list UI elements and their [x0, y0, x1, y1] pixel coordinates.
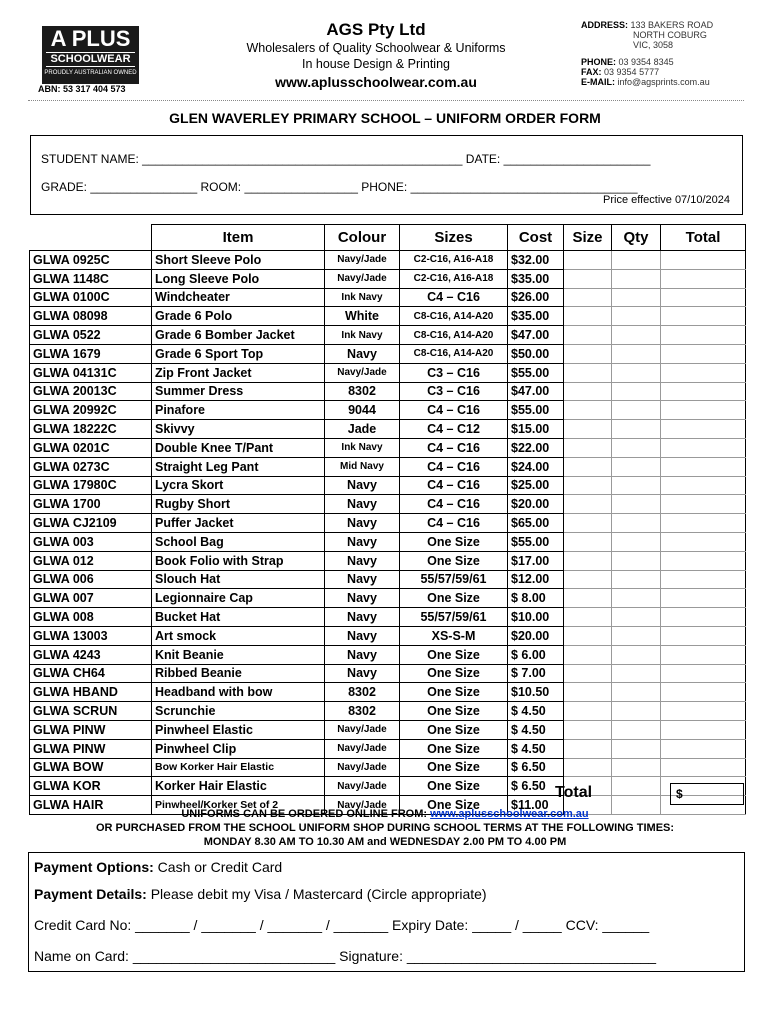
- qty-input[interactable]: [612, 251, 661, 270]
- line-total-input[interactable]: [661, 589, 746, 608]
- cost-cell: $47.00: [508, 326, 564, 345]
- sizes-cell: C2-C16, A16-A18: [400, 251, 508, 270]
- table-row: [30, 739, 746, 758]
- colour-cell: Navy/Jade: [325, 758, 400, 777]
- qty-input[interactable]: [612, 551, 661, 570]
- table-row: [30, 307, 746, 326]
- size-input[interactable]: [564, 251, 612, 270]
- table-row: [30, 608, 746, 627]
- size-input[interactable]: [564, 288, 612, 307]
- code-cell: GLWA PINW: [30, 720, 152, 739]
- colour-cell: Navy: [325, 570, 400, 589]
- colour-cell: Navy/Jade: [325, 777, 400, 796]
- line-total-input[interactable]: [661, 495, 746, 514]
- colour-cell: Navy: [325, 645, 400, 664]
- code-cell: GLWA CJ2109: [30, 514, 152, 533]
- size-input[interactable]: [564, 401, 612, 420]
- item-cell: Korker Hair Elastic: [152, 777, 325, 796]
- code-cell: GLWA 17980C: [30, 476, 152, 495]
- colour-cell: Ink Navy: [325, 438, 400, 457]
- size-input[interactable]: [564, 551, 612, 570]
- code-cell: GLWA 0925C: [30, 251, 152, 270]
- line-total-input[interactable]: [661, 457, 746, 476]
- table-row: [30, 269, 746, 288]
- qty-input[interactable]: [612, 532, 661, 551]
- cost-cell: $25.00: [508, 476, 564, 495]
- ordering-notes: UNIFORMS CAN BE ORDERED ONLINE FROM: www.aplusschoolwear.com.au OR PURCHASED FROM THE SCHOOL UNIFORM SHOP DURING SCHOOL TERMS AT THE FOLLOWING TIMES: MONDAY 8.30 AM TO 10.30 AM and WEDNESDAY 2.00 PM TO 4.00 PM: [95, 808, 675, 848]
- tagline-2: In house Design & Printing: [301, 57, 450, 71]
- colour-cell: Navy: [325, 608, 400, 627]
- item-cell: Knit Beanie: [152, 645, 325, 664]
- colour-cell: Navy/Jade: [325, 251, 400, 270]
- line-total-input[interactable]: [661, 570, 746, 589]
- table-header-row: [30, 225, 746, 251]
- table-row: [30, 420, 746, 439]
- item-cell: Double Knee T/Pant: [152, 438, 325, 457]
- table-row: [30, 551, 746, 570]
- table-row: [30, 514, 746, 533]
- qty-input[interactable]: [612, 514, 661, 533]
- sizes-cell: One Size: [400, 796, 508, 815]
- cost-cell: $ 6.00: [508, 645, 564, 664]
- table-row: [30, 664, 746, 683]
- table-row: [30, 288, 746, 307]
- sizes-cell: C4 – C16: [400, 401, 508, 420]
- qty-input[interactable]: [612, 438, 661, 457]
- code-cell: GLWA 0522: [30, 326, 152, 345]
- line-total-input[interactable]: [661, 626, 746, 645]
- qty-input[interactable]: [612, 269, 661, 288]
- size-input[interactable]: [564, 326, 612, 345]
- sizes-cell: One Size: [400, 777, 508, 796]
- cost-cell: $20.00: [508, 626, 564, 645]
- cost-cell: $ 4.50: [508, 739, 564, 758]
- size-input[interactable]: [564, 589, 612, 608]
- table-row: [30, 720, 746, 739]
- item-cell: Pinwheel/Korker Set of 2: [152, 796, 325, 815]
- sizes-cell: C4 – C16: [400, 476, 508, 495]
- line-total-input[interactable]: [661, 720, 746, 739]
- colour-cell: Navy/Jade: [325, 363, 400, 382]
- code-cell: GLWA 008: [30, 608, 152, 627]
- line-total-input[interactable]: [661, 363, 746, 382]
- line-total-input[interactable]: [661, 438, 746, 457]
- sizes-cell: XS-S-M: [400, 626, 508, 645]
- table-row: [30, 476, 746, 495]
- company-name: AGS Pty Ltd: [326, 20, 426, 39]
- cost-cell: $26.00: [508, 288, 564, 307]
- line-total-input[interactable]: [661, 702, 746, 721]
- cost-cell: $12.00: [508, 570, 564, 589]
- qty-input[interactable]: [612, 570, 661, 589]
- line-total-input[interactable]: [661, 307, 746, 326]
- size-input[interactable]: [564, 495, 612, 514]
- cost-cell: $17.00: [508, 551, 564, 570]
- code-cell: GLWA PINW: [30, 739, 152, 758]
- qty-input[interactable]: [612, 589, 661, 608]
- colour-cell: Navy: [325, 589, 400, 608]
- qty-input[interactable]: [612, 457, 661, 476]
- cost-cell: $11.00: [508, 796, 564, 815]
- code-cell: GLWA 0273C: [30, 457, 152, 476]
- line-total-input[interactable]: [661, 326, 746, 345]
- sizes-cell: One Size: [400, 589, 508, 608]
- company-info: [206, 20, 546, 92]
- colour-cell: Navy/Jade: [325, 796, 400, 815]
- sizes-cell: One Size: [400, 551, 508, 570]
- cost-cell: $35.00: [508, 269, 564, 288]
- line-total-input[interactable]: [661, 758, 746, 777]
- size-input[interactable]: [564, 382, 612, 401]
- table-row: [30, 326, 746, 345]
- qty-input[interactable]: [612, 683, 661, 702]
- sizes-cell: C8-C16, A14-A20: [400, 344, 508, 363]
- sizes-cell: One Size: [400, 758, 508, 777]
- abn-number: ABN: 53 317 404 573: [38, 84, 126, 94]
- line-total-input[interactable]: [661, 532, 746, 551]
- website-text: www.aplusschoolwear.com.au: [275, 74, 477, 90]
- item-cell: Grade 6 Polo: [152, 307, 325, 326]
- code-cell: GLWA 1679: [30, 344, 152, 363]
- qty-input[interactable]: [612, 288, 661, 307]
- cost-cell: $ 6.50: [508, 777, 564, 796]
- line-total-input[interactable]: [661, 344, 746, 363]
- size-input[interactable]: [564, 344, 612, 363]
- table-row: [30, 532, 746, 551]
- size-input[interactable]: [564, 702, 612, 721]
- code-cell: GLWA 13003: [30, 626, 152, 645]
- price-effective: Price effective 07/10/2024: [603, 194, 730, 206]
- qty-input[interactable]: [612, 626, 661, 645]
- size-input[interactable]: [564, 739, 612, 758]
- code-cell: GLWA 0100C: [30, 288, 152, 307]
- item-cell: Headband with bow: [152, 683, 325, 702]
- code-cell: GLWA 20992C: [30, 401, 152, 420]
- cost-cell: $35.00: [508, 307, 564, 326]
- colour-cell: 9044: [325, 401, 400, 420]
- qty-input[interactable]: [612, 420, 661, 439]
- code-cell: GLWA 18222C: [30, 420, 152, 439]
- cost-cell: $55.00: [508, 363, 564, 382]
- code-cell: GLWA 20013C: [30, 382, 152, 401]
- code-cell: GLWA 04131C: [30, 363, 152, 382]
- sizes-cell: C4 – C16: [400, 288, 508, 307]
- item-cell: Pinwheel Clip: [152, 739, 325, 758]
- line-total-input[interactable]: [661, 514, 746, 533]
- sizes-cell: One Size: [400, 702, 508, 721]
- colour-cell: 8302: [325, 702, 400, 721]
- item-cell: Pinafore: [152, 401, 325, 420]
- colour-cell: Navy/Jade: [325, 720, 400, 739]
- qty-input[interactable]: [612, 326, 661, 345]
- code-cell: GLWA SCRUN: [30, 702, 152, 721]
- qty-input[interactable]: [612, 720, 661, 739]
- item-cell: Zip Front Jacket: [152, 363, 325, 382]
- table-row: [30, 570, 746, 589]
- code-cell: GLWA 003: [30, 532, 152, 551]
- cost-cell: $47.00: [508, 382, 564, 401]
- size-input[interactable]: [564, 269, 612, 288]
- code-cell: GLWA 1148C: [30, 269, 152, 288]
- size-input[interactable]: [564, 457, 612, 476]
- item-cell: Skivvy: [152, 420, 325, 439]
- letterhead: [28, 14, 744, 101]
- student-name-date-row[interactable]: STUDENT NAME: ________________________________________________ DATE: ______________________: [41, 152, 651, 166]
- sizes-cell: 55/57/59/61: [400, 608, 508, 627]
- tagline-1: Wholesalers of Quality Schoolwear & Uniforms: [246, 41, 506, 55]
- item-cell: Short Sleeve Polo: [152, 251, 325, 270]
- table-row: [30, 457, 746, 476]
- code-cell: GLWA 08098: [30, 307, 152, 326]
- cost-cell: $ 7.00: [508, 664, 564, 683]
- sizes-cell: 55/57/59/61: [400, 570, 508, 589]
- cost-cell: $ 8.00: [508, 589, 564, 608]
- sizes-cell: C3 – C16: [400, 363, 508, 382]
- item-cell: Bow Korker Hair Elastic: [152, 758, 325, 777]
- name-signature-line[interactable]: Name on Card: __________________________ Signature: ________________________________: [34, 948, 657, 964]
- total-amount-field[interactable]: $: [670, 783, 744, 805]
- item-cell: Art smock: [152, 626, 325, 645]
- size-input[interactable]: [564, 514, 612, 533]
- code-cell: GLWA 012: [30, 551, 152, 570]
- code-cell: GLWA 4243: [30, 645, 152, 664]
- qty-input[interactable]: [612, 777, 661, 796]
- col-header-cost: Cost: [508, 225, 564, 251]
- qty-input[interactable]: [612, 608, 661, 627]
- sizes-cell: C4 – C16: [400, 495, 508, 514]
- line-total-input[interactable]: [661, 608, 746, 627]
- cost-cell: $55.00: [508, 401, 564, 420]
- cost-cell: $ 4.50: [508, 702, 564, 721]
- code-cell: GLWA BOW: [30, 758, 152, 777]
- col-header-size: Size: [564, 225, 612, 251]
- qty-input[interactable]: [612, 495, 661, 514]
- cost-cell: $10.00: [508, 608, 564, 627]
- code-cell: GLWA 006: [30, 570, 152, 589]
- qty-input[interactable]: [612, 758, 661, 777]
- code-cell: GLWA HAIR: [30, 796, 152, 815]
- table-row: [30, 758, 746, 777]
- item-cell: Windcheater: [152, 288, 325, 307]
- size-input[interactable]: [564, 608, 612, 627]
- size-input[interactable]: [564, 683, 612, 702]
- colour-cell: White: [325, 307, 400, 326]
- line-total-input[interactable]: [661, 476, 746, 495]
- item-cell: Pinwheel Elastic: [152, 720, 325, 739]
- colour-cell: Navy: [325, 514, 400, 533]
- qty-input[interactable]: [612, 307, 661, 326]
- qty-input[interactable]: [612, 702, 661, 721]
- code-cell: GLWA 0201C: [30, 438, 152, 457]
- sizes-cell: One Size: [400, 683, 508, 702]
- table-row: [30, 645, 746, 664]
- sizes-cell: One Size: [400, 720, 508, 739]
- code-cell: GLWA CH64: [30, 664, 152, 683]
- size-input[interactable]: [564, 307, 612, 326]
- qty-input[interactable]: [612, 382, 661, 401]
- item-cell: Long Sleeve Polo: [152, 269, 325, 288]
- item-cell: Straight Leg Pant: [152, 457, 325, 476]
- sizes-cell: C4 – C16: [400, 514, 508, 533]
- item-cell: Bucket Hat: [152, 608, 325, 627]
- cost-cell: $65.00: [508, 514, 564, 533]
- colour-cell: Navy: [325, 551, 400, 570]
- item-cell: Slouch Hat: [152, 570, 325, 589]
- sizes-cell: C8-C16, A14-A20: [400, 326, 508, 345]
- item-cell: Puffer Jacket: [152, 514, 325, 533]
- cost-cell: $10.50: [508, 683, 564, 702]
- item-cell: Summer Dress: [152, 382, 325, 401]
- cost-cell: $15.00: [508, 420, 564, 439]
- colour-cell: Navy: [325, 476, 400, 495]
- col-header-sizes: Sizes: [400, 225, 508, 251]
- colour-cell: Ink Navy: [325, 326, 400, 345]
- sizes-cell: C2-C16, A16-A18: [400, 269, 508, 288]
- sizes-cell: One Size: [400, 739, 508, 758]
- table-row: [30, 382, 746, 401]
- item-cell: Scrunchie: [152, 702, 325, 721]
- table-row: [30, 702, 746, 721]
- size-input[interactable]: [564, 570, 612, 589]
- cost-cell: $ 4.50: [508, 720, 564, 739]
- qty-input[interactable]: [612, 739, 661, 758]
- item-cell: Grade 6 Bomber Jacket: [152, 326, 325, 345]
- table-row: [30, 626, 746, 645]
- line-total-input[interactable]: [661, 645, 746, 664]
- col-header-total: Total: [661, 225, 746, 251]
- line-total-input[interactable]: [661, 420, 746, 439]
- colour-cell: Jade: [325, 420, 400, 439]
- size-input[interactable]: [564, 720, 612, 739]
- cost-cell: $24.00: [508, 457, 564, 476]
- table-row: [30, 495, 746, 514]
- qty-input[interactable]: [612, 363, 661, 382]
- colour-cell: 8302: [325, 382, 400, 401]
- colour-cell: Navy: [325, 532, 400, 551]
- cost-cell: $50.00: [508, 344, 564, 363]
- size-input[interactable]: [564, 758, 612, 777]
- item-cell: Book Folio with Strap: [152, 551, 325, 570]
- code-cell: GLWA HBAND: [30, 683, 152, 702]
- qty-input[interactable]: [612, 664, 661, 683]
- grade-room-phone-row[interactable]: GRADE: ________________ ROOM: _________________ PHONE: __________________________________: [41, 180, 638, 194]
- order-table: [29, 224, 746, 815]
- sizes-cell: C8-C16, A14-A20: [400, 307, 508, 326]
- line-total-input[interactable]: [661, 288, 746, 307]
- cost-cell: $20.00: [508, 495, 564, 514]
- line-total-input[interactable]: [661, 551, 746, 570]
- size-input[interactable]: [564, 438, 612, 457]
- table-row: [30, 777, 746, 796]
- qty-input[interactable]: [612, 401, 661, 420]
- size-input[interactable]: [564, 476, 612, 495]
- colour-cell: 8302: [325, 683, 400, 702]
- size-input[interactable]: [564, 645, 612, 664]
- colour-cell: Navy: [325, 626, 400, 645]
- col-header-item: Item: [152, 225, 325, 251]
- payment-box: Payment Options: Cash or Credit Card Payment Details: Please debit my Visa / Mastercard (Circle appropriate) Credit Card No: _______ / _______ / _______ / _______ Expiry Date: _____ / _____ CCV: ______ Name on Card: __________________________ Signature: ________________________________: [28, 852, 745, 972]
- line-total-input[interactable]: [661, 401, 746, 420]
- size-input[interactable]: [564, 363, 612, 382]
- table-row: [30, 401, 746, 420]
- cost-cell: $ 6.50: [508, 758, 564, 777]
- size-input[interactable]: [564, 664, 612, 683]
- col-header-colour: Colour: [325, 225, 400, 251]
- cost-cell: $55.00: [508, 532, 564, 551]
- sizes-cell: One Size: [400, 645, 508, 664]
- contact-block: ADDRESS: 133 BAKERS ROAD NORTH COBURG VIC, 3058 PHONE: 03 9354 8345 FAX: 03 9354 5777 E-MAIL: info@agsprints.com.au: [581, 20, 714, 87]
- colour-cell: Navy: [325, 344, 400, 363]
- table-row: [30, 589, 746, 608]
- total-label: Total: [555, 784, 593, 801]
- colour-cell: Mid Navy: [325, 457, 400, 476]
- website-link[interactable]: www.aplusschoolwear.com.au: [430, 808, 589, 820]
- col-header-qty: Qty: [612, 225, 661, 251]
- cost-cell: $22.00: [508, 438, 564, 457]
- item-cell: Legionnaire Cap: [152, 589, 325, 608]
- code-cell: GLWA KOR: [30, 777, 152, 796]
- student-details-box: [30, 135, 743, 215]
- item-cell: Ribbed Beanie: [152, 664, 325, 683]
- line-total-input[interactable]: [661, 269, 746, 288]
- code-cell: GLWA 007: [30, 589, 152, 608]
- table-row: [30, 344, 746, 363]
- line-total-input[interactable]: [661, 251, 746, 270]
- colour-cell: Navy/Jade: [325, 269, 400, 288]
- line-total-input[interactable]: [661, 382, 746, 401]
- qty-input[interactable]: [612, 344, 661, 363]
- line-total-input[interactable]: [661, 739, 746, 758]
- code-cell: GLWA 1700: [30, 495, 152, 514]
- table-row: [30, 363, 746, 382]
- colour-cell: Navy/Jade: [325, 739, 400, 758]
- form-title: GLEN WAVERLEY PRIMARY SCHOOL – UNIFORM ORDER FORM: [169, 110, 601, 126]
- size-input[interactable]: [564, 626, 612, 645]
- sizes-cell: C4 – C16: [400, 457, 508, 476]
- sizes-cell: One Size: [400, 532, 508, 551]
- sizes-cell: C4 – C12: [400, 420, 508, 439]
- colour-cell: Navy: [325, 664, 400, 683]
- qty-input[interactable]: [612, 645, 661, 664]
- sizes-cell: One Size: [400, 664, 508, 683]
- cost-cell: $32.00: [508, 251, 564, 270]
- item-cell: School Bag: [152, 532, 325, 551]
- item-cell: Rugby Short: [152, 495, 325, 514]
- colour-cell: Navy: [325, 495, 400, 514]
- company-logo: A PLUS SCHOOLWEAR PROUDLY AUSTRALIAN OWNED: [42, 26, 139, 84]
- table-row: [30, 683, 746, 702]
- size-input[interactable]: [564, 420, 612, 439]
- qty-input[interactable]: [612, 476, 661, 495]
- size-input[interactable]: [564, 532, 612, 551]
- line-total-input[interactable]: [661, 683, 746, 702]
- colour-cell: Ink Navy: [325, 288, 400, 307]
- line-total-input[interactable]: [661, 664, 746, 683]
- sizes-cell: C3 – C16: [400, 382, 508, 401]
- item-cell: Grade 6 Sport Top: [152, 344, 325, 363]
- table-row: [30, 251, 746, 270]
- credit-card-line[interactable]: Credit Card No: _______ / _______ / _______ / _______ Expiry Date: _____ / _____ CCV: ______: [34, 917, 650, 933]
- item-cell: Lycra Skort: [152, 476, 325, 495]
- sizes-cell: C4 – C16: [400, 438, 508, 457]
- table-row: [30, 438, 746, 457]
